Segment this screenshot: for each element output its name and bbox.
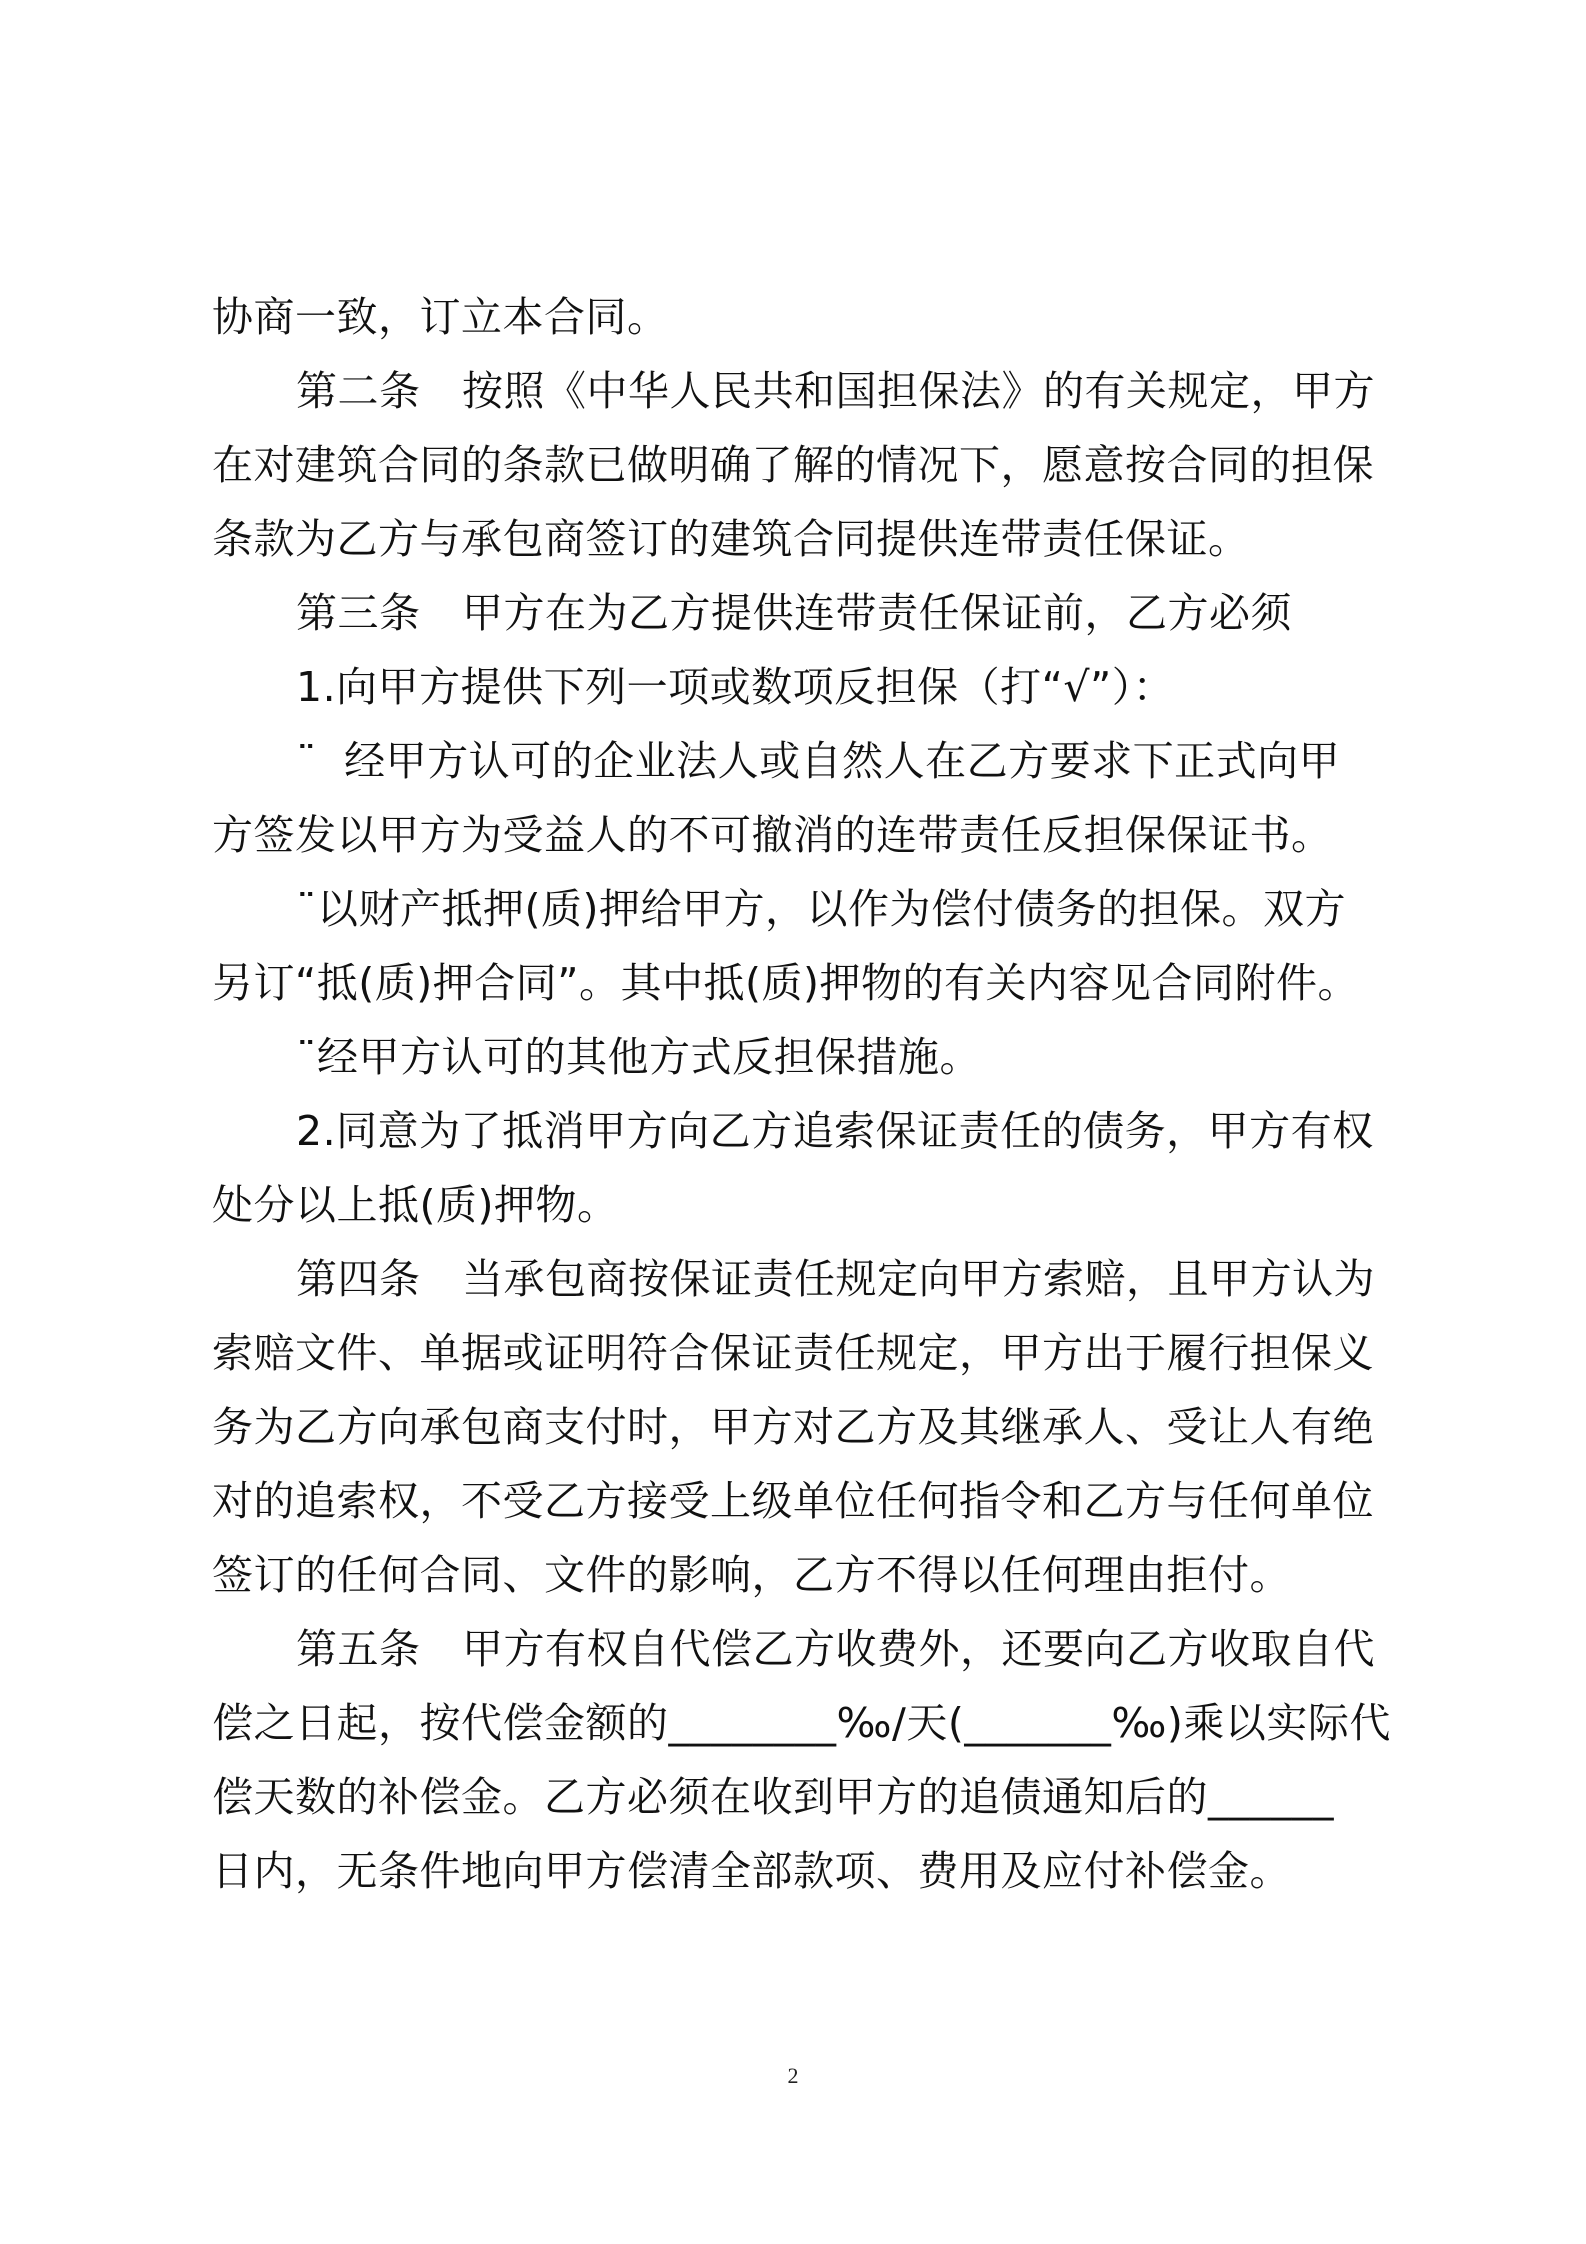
clause-5-line-1: 第五条 甲方有权自代偿乙方收费外，还要向乙方收取自代 [296, 1625, 1375, 1673]
clause-3-item-2-line-1: 2.同意为了抵消甲方向乙方追索保证责任的债务，甲方有权 [296, 1107, 1374, 1155]
clause-3-item-1: 1.向甲方提供下列一项或数项反担保（打“√”）： [296, 663, 1175, 711]
option-2-line-1: ¨以财产抵押(质)押给甲方，以作为偿付债务的担保。双方 [296, 885, 1346, 933]
clause-3-item-2-line-2: 处分以上抵(质)押物。 [212, 1181, 619, 1229]
clause-3-line-1: 第三条 甲方在为乙方提供连带责任保证前，乙方必须 [296, 589, 1292, 637]
clause-2-line-1: 第二条 按照《中华人民共和国担保法》的有关规定，甲方 [296, 367, 1375, 415]
document-body [212, 280, 1392, 1908]
clause-5-line-2: 偿之日起，按代偿金额的________‰/天(_______‰)乘以实际代 [212, 1699, 1391, 1747]
option-1-line-2: 方签发以甲方为受益人的不可撤消的连带责任反担保保证书。 [212, 811, 1333, 859]
option-3-line-1: ¨经甲方认可的其他方式反担保措施。 [296, 1033, 981, 1081]
clause-5-line-4: 日内，无条件地向甲方偿清全部款项、费用及应付补偿金。 [212, 1847, 1291, 1895]
clause-4-line-1: 第四条 当承包商按保证责任规定向甲方索赔，且甲方认为 [296, 1255, 1375, 1303]
option-2-line-2: 另订“抵(质)押合同”。其中抵(质)押物的有关内容见合同附件。 [212, 959, 1359, 1007]
clause-2-line-2: 在对建筑合同的条款已做明确了解的情况下，愿意按合同的担保 [212, 441, 1374, 489]
clause-4-line-5: 签订的任何合同、文件的影响，乙方不得以任何理由拒付。 [212, 1551, 1291, 1599]
option-1-line-1: ¨ 经甲方认可的企业法人或自然人在乙方要求下正式向甲 [296, 737, 1341, 785]
clause-5-line-3: 偿天数的补偿金。乙方必须在收到甲方的追债通知后的______ [212, 1773, 1334, 1821]
clause-4-line-3: 务为乙方向承包商支付时，甲方对乙方及其继承人、受让人有绝 [212, 1403, 1374, 1451]
clause-2-line-3: 条款为乙方与承包商签订的建筑合同提供连带责任保证。 [212, 515, 1250, 563]
text-line-1: 协商一致，订立本合同。 [212, 293, 669, 341]
clause-4-line-4: 对的追索权，不受乙方接受上级单位任何指令和乙方与任何单位 [212, 1477, 1374, 1525]
page-number: 2 [787, 2063, 799, 2088]
clause-4-line-2: 索赔文件、单据或证明符合保证责任规定，甲方出于履行担保义 [212, 1329, 1374, 1377]
